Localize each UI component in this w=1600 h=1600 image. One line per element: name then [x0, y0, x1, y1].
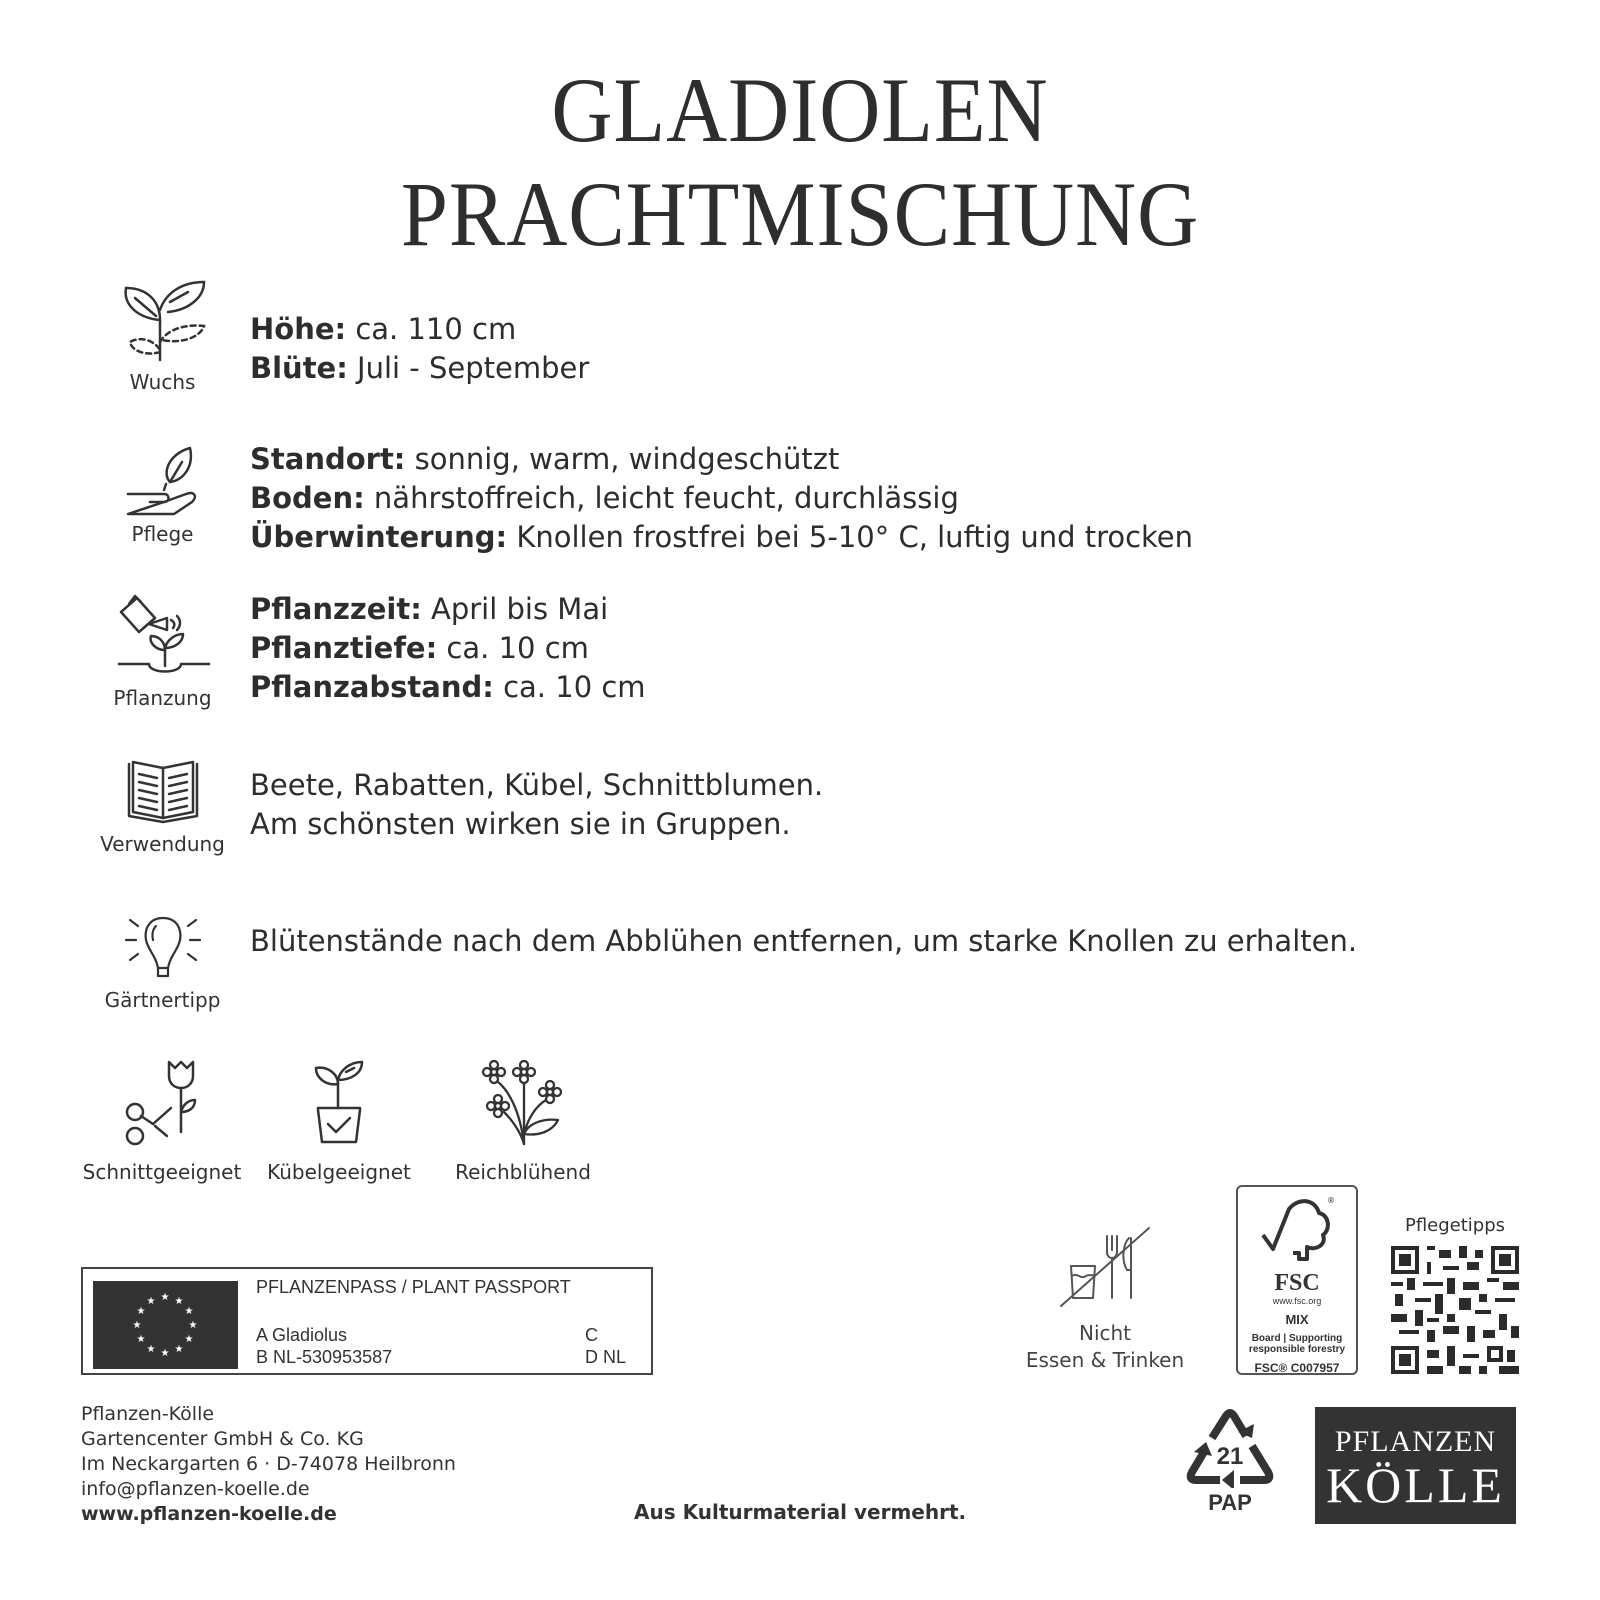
- info-line: Am schönsten wirken sie in Gruppen.: [250, 807, 791, 841]
- feature-label: Reichblühend: [455, 1160, 591, 1184]
- section-wuchs: [80, 280, 1540, 400]
- warning-line-1: Nicht: [1078, 1321, 1132, 1345]
- recycling-material-code: PAP: [1208, 1490, 1252, 1515]
- brand-line-1: PFLANZEN: [1334, 1425, 1497, 1458]
- section-label: Wuchs: [129, 370, 196, 394]
- passport-field-a: A Gladiolus: [256, 1325, 348, 1345]
- title-line-1: GLADIOLEN: [551, 59, 1049, 161]
- recycling-code: [1180, 1408, 1280, 1516]
- svg-text:★: ★: [188, 1320, 198, 1331]
- watering-can-icon: [115, 590, 211, 680]
- section-verwendung: [80, 760, 1540, 880]
- no-food-drink-icon: [1055, 1220, 1155, 1316]
- svg-text:★: ★: [184, 1334, 194, 1345]
- potted-plant-check-icon: [304, 1060, 374, 1146]
- svg-text:★: ★: [160, 1348, 170, 1359]
- feature-reichbluehend: [448, 1060, 598, 1184]
- passport-field-c: C: [585, 1325, 598, 1345]
- section-label: Pflanzung: [113, 686, 212, 710]
- fsc-desc-2: responsible forestry: [1248, 1344, 1346, 1355]
- info-line: Höhe: ca. 110 cm: [250, 312, 517, 346]
- brand-logo: [1315, 1407, 1516, 1524]
- fsc-url: www.fsc.org: [1272, 1296, 1322, 1306]
- svg-text:★: ★: [160, 1292, 170, 1303]
- svg-text:★: ★: [184, 1306, 194, 1317]
- section-gaertnertipp: [80, 912, 1540, 1032]
- fsc-desc-1: Board | Supporting: [1251, 1333, 1343, 1344]
- section-label: Gärtnertipp: [104, 988, 221, 1012]
- section-pflanzung: [80, 590, 1540, 720]
- care-tips-qr: [1390, 1215, 1520, 1378]
- company-website[interactable]: www.pflanzen-koelle.de: [81, 1503, 337, 1525]
- info-line: Pflanzzeit: April bis Mai: [250, 592, 609, 626]
- info-line: Überwinterung: Knollen frostfrei bei 5-10° C, luftig und trocken: [250, 520, 1194, 554]
- info-line: Boden: nährstoffreich, leicht feucht, durchlässig: [250, 481, 959, 515]
- section-pflege: [80, 440, 1540, 560]
- company-street: Im Neckargarten 6 · D-74078 Heilbronn: [81, 1453, 456, 1475]
- company-address: [81, 1402, 456, 1527]
- company-legal-name: Gartencenter GmbH & Co. KG: [81, 1428, 364, 1450]
- qr-code-icon[interactable]: [1391, 1246, 1519, 1374]
- fsc-name: FSC: [1274, 1270, 1320, 1296]
- svg-text:★: ★: [146, 1296, 156, 1307]
- svg-text:★: ★: [136, 1334, 146, 1345]
- feature-label: Kübelgeeignet: [267, 1160, 411, 1184]
- fsc-mix: MIX: [1285, 1312, 1309, 1327]
- feature-kuebelgeeignet: [264, 1060, 414, 1184]
- title-line-2: PRACHTMISCHUNG: [400, 163, 1200, 265]
- company-email[interactable]: info@pflanzen-koelle.de: [81, 1478, 310, 1500]
- recycling-triangle-icon: [1184, 1408, 1276, 1488]
- feature-label: Schnittgeeignet: [82, 1160, 242, 1184]
- fsc-certification: [1236, 1185, 1358, 1375]
- svg-text:®: ®: [1327, 1196, 1335, 1205]
- info-line: Beete, Rabatten, Kübel, Schnittblumen.: [250, 768, 824, 802]
- svg-text:★: ★: [132, 1320, 142, 1331]
- qr-label: Pflegetipps: [1404, 1215, 1506, 1236]
- passport-field-d: D NL: [585, 1347, 627, 1367]
- svg-text:★: ★: [146, 1344, 156, 1355]
- company-name: Pflanzen-Kölle: [81, 1403, 215, 1425]
- section-label: Pflege: [131, 522, 194, 546]
- fsc-tree-check-icon: [1259, 1195, 1335, 1267]
- plant-passport: [81, 1267, 653, 1375]
- section-label: Verwendung: [100, 832, 225, 856]
- svg-text:★: ★: [174, 1344, 184, 1355]
- hand-leaf-icon: [118, 444, 208, 516]
- info-line: Standort: sonnig, warm, windgeschützt: [250, 442, 840, 476]
- info-line: Blütenstände nach dem Abblühen entfernen, um starke Knollen zu erhalten.: [250, 924, 1358, 958]
- flower-bouquet-icon: [480, 1060, 566, 1146]
- svg-text:21: 21: [1216, 1443, 1244, 1470]
- plant-growth-icon: [118, 280, 208, 364]
- not-for-consumption: [1020, 1220, 1190, 1374]
- culture-note: Aus Kulturmaterial vermehrt.: [634, 1500, 967, 1524]
- brand-line-2: KÖLLE: [1326, 1457, 1505, 1513]
- svg-text:★: ★: [136, 1306, 146, 1317]
- info-line: Blüte: Juli - September: [250, 351, 590, 385]
- scissors-tulip-icon: [119, 1060, 205, 1146]
- info-line: Pflanzabstand: ca. 10 cm: [250, 670, 646, 704]
- svg-text:★: ★: [174, 1296, 184, 1307]
- info-line: Pflanztiefe: ca. 10 cm: [250, 631, 589, 665]
- open-book-icon: [123, 760, 203, 826]
- passport-heading: PFLANZENPASS / PLANT PASSPORT: [256, 1277, 571, 1297]
- eu-flag-icon: [93, 1281, 238, 1369]
- passport-field-b: B NL-530953587: [256, 1347, 393, 1367]
- fsc-code: FSC® C007957: [1254, 1361, 1340, 1375]
- lightbulb-icon: [118, 912, 208, 982]
- warning-line-2: Essen & Trinken: [1025, 1348, 1185, 1372]
- product-title: [64, 58, 1536, 266]
- feature-schnittgeeignet: [82, 1060, 242, 1184]
